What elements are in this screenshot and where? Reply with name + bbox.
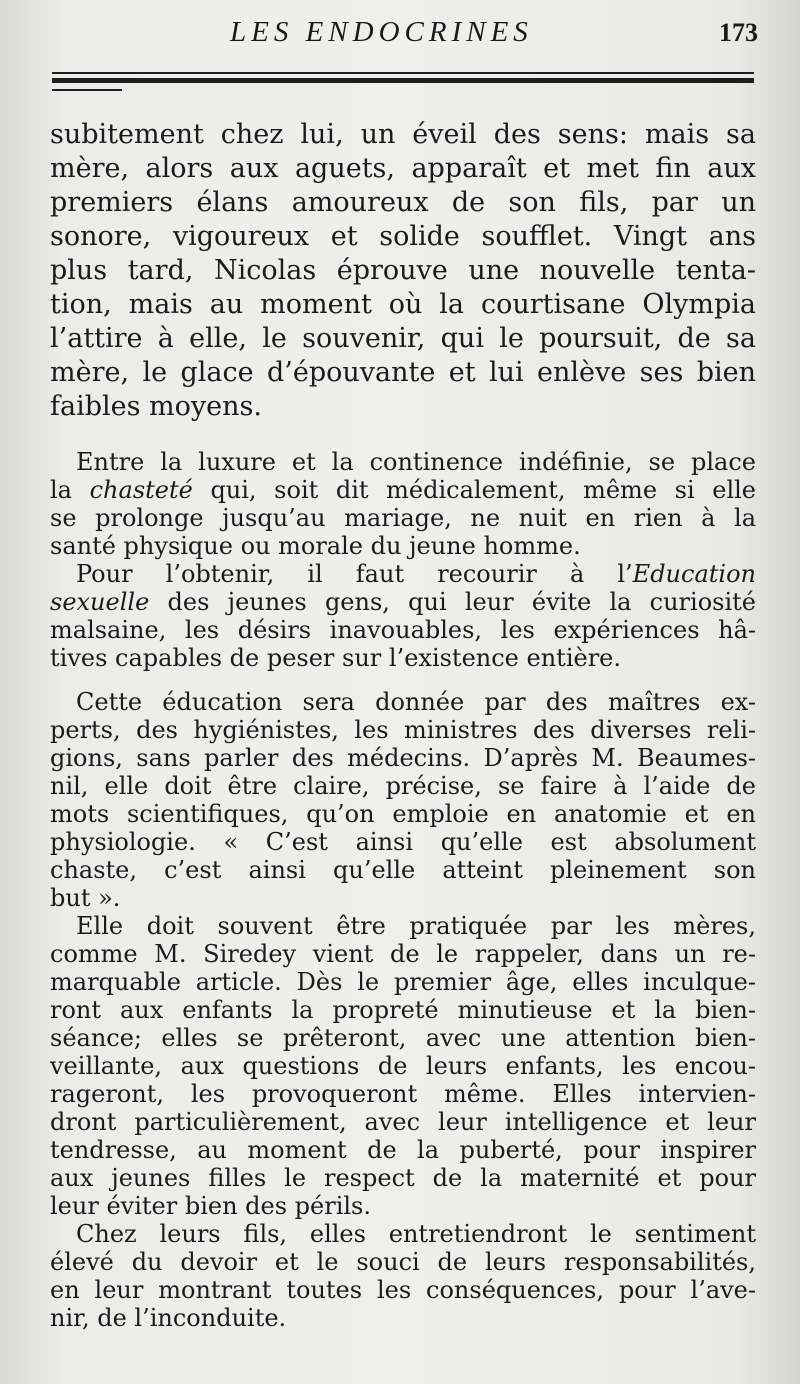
text-line: se prolonge jusqu’au mariage, ne nuit en rien à la xyxy=(50,504,756,532)
text-line: Pour l’obtenir, il faut recourir à l’Education xyxy=(76,560,756,588)
paragraph-4 xyxy=(50,688,756,912)
text-line: santé physique ou morale du jeune homme. xyxy=(50,532,581,560)
paragraph-5 xyxy=(50,912,756,1220)
text-line: veillante, aux questions de leurs enfants, les encou- xyxy=(50,1052,756,1080)
page-number: 173 xyxy=(719,18,758,47)
text-line: perts, des hygiénistes, les ministres des diverses reli- xyxy=(50,716,756,744)
text-line: subitement chez lui, un éveil des sens: mais sa xyxy=(50,119,756,150)
small-print-section xyxy=(50,448,756,1332)
text-line: ront aux enfants la propreté minutieuse et la bien- xyxy=(50,996,756,1024)
text-line: mots scientifiques, qu’on emploie en anatomie et en xyxy=(50,800,756,828)
text-line: Cette éducation sera donnée par des maîtres ex- xyxy=(76,688,756,716)
paragraph-1 xyxy=(50,118,756,424)
text-line: tives capables de peser sur l’existence entière. xyxy=(50,644,621,672)
italic-term: Education xyxy=(632,560,756,588)
text-line: la chasteté qui, soit dit médicalement, même si elle xyxy=(50,476,756,504)
text-line: nil, elle doit être claire, précise, se faire à l’aide de xyxy=(50,772,756,800)
text-line: chaste, c’est ainsi qu’elle atteint pleinement son xyxy=(50,856,756,884)
text-line: Entre la luxure et la continence indéfinie, se place xyxy=(76,448,756,476)
text-line: Elle doit souvent être pratiquée par les mères, xyxy=(76,912,756,940)
running-head xyxy=(0,16,800,56)
running-head-title: LES ENDOCRINES xyxy=(230,16,533,48)
text-line: premiers élans amoureux de son fils, par un xyxy=(50,187,756,218)
paragraph-2 xyxy=(50,448,756,560)
text-line: marquable article. Dès le premier âge, elles inculque- xyxy=(50,968,756,996)
text-line: faibles moyens. xyxy=(50,391,262,422)
text-line: rageront, les provoqueront même. Elles intervien- xyxy=(50,1080,756,1108)
text-line: physiologie. « C’est ainsi qu’elle est absolument xyxy=(50,828,756,856)
italic-term: sexuelle xyxy=(50,588,150,616)
text-line: but ». xyxy=(50,884,121,912)
text-line: plus tard, Nicolas éprouve une nouvelle tenta- xyxy=(50,255,756,286)
paragraph-6 xyxy=(50,1220,756,1332)
text-line: Chez leurs fils, elles entretiendront le sentiment xyxy=(76,1220,756,1248)
text-line: sonore, vigoureux et solide soufflet. Vingt ans xyxy=(50,221,756,252)
page-body xyxy=(50,118,756,1332)
text-line: mère, le glace d’épouvante et lui enlève ses bien xyxy=(50,357,756,388)
header-rule-thin xyxy=(52,72,754,74)
text-line: dront particulièrement, avec leur intelligence et leur xyxy=(50,1108,756,1136)
italic-term: chasteté xyxy=(89,476,193,504)
text-line: nir, de l’inconduite. xyxy=(50,1304,287,1332)
text-line: gions, sans parler des médecins. D’après M. Beaumes- xyxy=(50,744,756,772)
text-line: tion, mais au moment où la courtisane Olympia xyxy=(50,289,756,320)
text-line: aux jeunes filles le respect de la maternité et pour xyxy=(50,1164,756,1192)
text-line: séance; elles se prêteront, avec une attention bien- xyxy=(50,1024,756,1052)
text-line: tendresse, au moment de la puberté, pour inspirer xyxy=(50,1136,756,1164)
text-line: l’attire à elle, le souvenir, qui le poursuit, de sa xyxy=(50,323,756,354)
text-line: comme M. Siredey vient de le rappeler, dans un re- xyxy=(50,940,756,968)
text-line: en leur montrant toutes les conséquences, pour l’ave- xyxy=(50,1276,756,1304)
text-line: sexuelle des jeunes gens, qui leur évite la curiosité xyxy=(50,588,756,616)
header-rule-thick xyxy=(52,78,754,83)
header-rule-tail xyxy=(52,89,122,91)
text-line: malsaine, les désirs inavouables, les expériences hâ- xyxy=(50,616,756,644)
text-line: mère, alors aux aguets, apparaît et met fin aux xyxy=(50,153,756,184)
text-line: élevé du devoir et le souci de leurs responsabilités, xyxy=(50,1248,756,1276)
paragraph-3 xyxy=(50,560,756,672)
text-line: leur éviter bien des périls. xyxy=(50,1192,371,1220)
